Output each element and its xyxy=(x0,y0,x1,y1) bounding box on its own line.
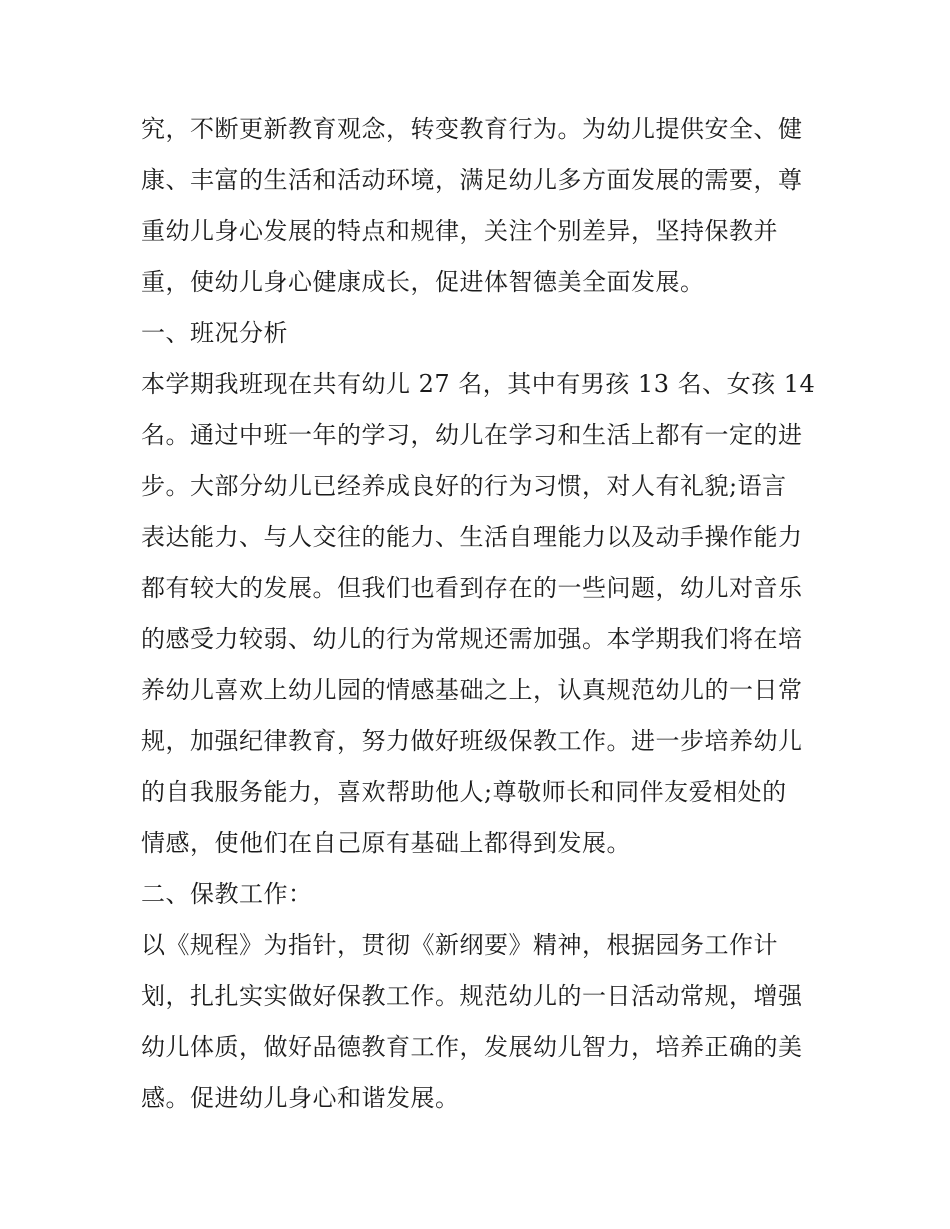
paragraph-line: 以《规程》为指针，贯彻《新纲要》精神，根据园务工作计 xyxy=(141,931,778,959)
paragraph-line: 本学期我班现在共有幼儿 27 名，其中有男孩 13 名、女孩 14 xyxy=(141,370,816,398)
paragraph-line: 养幼儿喜欢上幼儿园的情感基础之上，认真规范幼儿的一日常 xyxy=(141,676,803,704)
paragraph-line: 康、丰富的生活和活动环境，满足幼儿多方面发展的需要，尊 xyxy=(141,166,803,194)
paragraph-line: 表达能力、与人交往的能力、生活自理能力以及动手操作能力 xyxy=(141,523,803,551)
paragraph-line: 名。通过中班一年的学习，幼儿在学习和生活上都有一定的进 xyxy=(141,421,803,449)
paragraph-line: 步。大部分幼儿已经养成良好的行为习惯，对人有礼貌;语言 xyxy=(141,472,787,500)
paragraph-line: 规，加强纪律教育，努力做好班级保教工作。进一步培养幼儿 xyxy=(141,727,803,755)
document-body xyxy=(141,104,821,1124)
paragraph-line: 重幼儿身心发展的特点和规律，关注个别差异，坚持保教并 xyxy=(141,217,778,245)
paragraph-line: 的自我服务能力，喜欢帮助他人;尊敬师长和同伴友爱相处的 xyxy=(141,778,787,806)
paragraph-line: 感。促进幼儿身心和谐发展。 xyxy=(141,1084,460,1112)
section-heading: 一、班况分析 xyxy=(141,319,288,347)
paragraph-line: 幼儿体质，做好品德教育工作，发展幼儿智力，培养正确的美 xyxy=(141,1033,803,1061)
paragraph-line: 的感受力较弱、幼儿的行为常规还需加强。本学期我们将在培 xyxy=(141,625,803,653)
paragraph-line: 情感，使他们在自己原有基础上都得到发展。 xyxy=(141,829,631,857)
paragraph-line: 都有较大的发展。但我们也看到存在的一些问题，幼儿对音乐 xyxy=(141,574,803,602)
paragraph-line: 重，使幼儿身心健康成长，促进体智德美全面发展。 xyxy=(141,268,705,296)
paragraph-line: 究，不断更新教育观念，转变教育行为。为幼儿提供安全、健 xyxy=(141,115,803,143)
section-heading: 二、保教工作： xyxy=(141,880,313,908)
paragraph-line: 划，扎扎实实做好保教工作。规范幼儿的一日活动常规，增强 xyxy=(141,982,803,1010)
